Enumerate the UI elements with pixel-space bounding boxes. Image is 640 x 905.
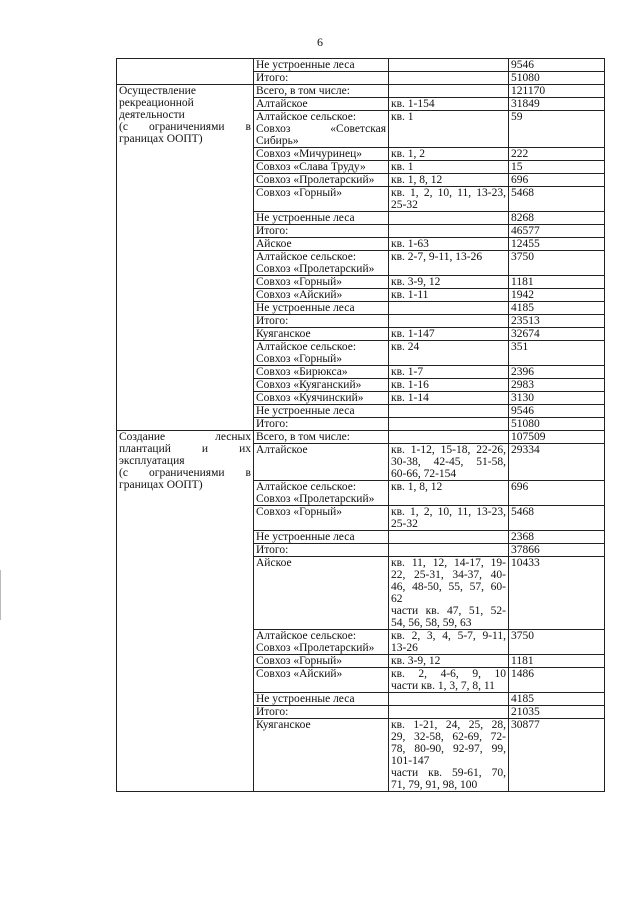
quarters-cell	[389, 72, 509, 85]
cell-line: Алтайское сельское:	[256, 630, 357, 642]
cell-line: Совхоз «Пролетарский»	[256, 493, 375, 505]
forestry-name-cell: Всего, в том числе:	[254, 431, 389, 444]
quarters-cell	[389, 557, 509, 630]
forestry-name-cell: Не устроенные леса	[254, 693, 389, 706]
forestry-name-cell: Совхоз «Горный»	[254, 276, 389, 289]
scan-edge-mark	[0, 570, 1, 620]
forestry-name-cell: Совхоз «Горный»	[254, 655, 389, 668]
cell-line: кв. 2, 3, 4, 5-7, 9-11,	[391, 630, 506, 642]
forestry-name-cell: Совхоз «Мичуринец»	[254, 148, 389, 161]
area-cell: 59	[509, 111, 605, 148]
quarters-cell: кв. 3-9, 12	[389, 655, 509, 668]
area-cell: 8268	[509, 212, 605, 225]
area-cell: 351	[509, 341, 605, 366]
forestry-name-cell: Совхоз «Бирюкса»	[254, 366, 389, 379]
cell-line: Алтайское сельское:	[256, 481, 357, 493]
page-number: 6	[317, 35, 323, 49]
forestry-name-cell: Совхоз «Слава Труду»	[254, 161, 389, 174]
purpose-line: (с ограничениями в	[119, 467, 251, 479]
purpose-cell	[117, 85, 254, 431]
area-cell: 222	[509, 148, 605, 161]
quarters-cell	[389, 668, 509, 693]
forestry-name-cell: Айское	[254, 238, 389, 251]
forestry-name-cell	[254, 481, 389, 506]
area-cell: 4185	[509, 302, 605, 315]
quarters-cell	[389, 405, 509, 418]
area-cell: 5468	[509, 506, 605, 531]
cell-line: 60-66, 72-154	[391, 468, 457, 480]
area-cell: 696	[509, 481, 605, 506]
cell-line: 25-32	[391, 199, 418, 211]
forestry-name-cell: Итого:	[254, 225, 389, 238]
purpose-line: эксплуатация	[119, 455, 185, 467]
cell-line: 22, 25-31, 34-37, 40-	[391, 569, 506, 581]
purpose-line: Осуществление	[119, 85, 196, 97]
table-body	[117, 59, 605, 792]
area-cell: 32674	[509, 328, 605, 341]
forestry-name-cell: Не устроенные леса	[254, 59, 389, 72]
area-cell: 15	[509, 161, 605, 174]
area-cell: 10433	[509, 557, 605, 630]
purpose-line: Создание лесных	[119, 431, 251, 443]
quarters-cell	[389, 212, 509, 225]
quarters-cell	[389, 187, 509, 212]
purpose-line: деятельности	[119, 109, 185, 121]
quarters-cell	[389, 444, 509, 481]
quarters-cell: кв. 1-11	[389, 289, 509, 302]
forestry-name-cell: Куяганское	[254, 328, 389, 341]
quarters-cell	[389, 418, 509, 431]
quarters-cell: кв. 1-14	[389, 392, 509, 405]
quarters-cell: кв. 2-7, 9-11, 13-26	[389, 251, 509, 276]
forestry-name-cell: Совхоз «Айский»	[254, 668, 389, 693]
cell-line: кв. 11, 12, 14-17, 19-	[391, 557, 506, 569]
quarters-cell: кв. 3-9, 12	[389, 276, 509, 289]
quarters-cell: кв. 24	[389, 341, 509, 366]
quarters-cell	[389, 59, 509, 72]
area-cell: 5468	[509, 187, 605, 212]
quarters-cell: кв. 1-16	[389, 379, 509, 392]
quarters-cell: кв. 1, 2	[389, 148, 509, 161]
quarters-cell: кв. 1, 8, 12	[389, 481, 509, 506]
quarters-cell: кв. 1, 8, 12	[389, 174, 509, 187]
forestry-name-cell: Совхоз «Горный»	[254, 187, 389, 212]
cell-line: Алтайское сельское:	[256, 251, 357, 263]
quarters-cell	[389, 719, 509, 792]
quarters-cell: кв. 1-63	[389, 238, 509, 251]
area-cell: 30877	[509, 719, 605, 792]
cell-line: кв. 1-21, 24, 25, 28,	[391, 719, 506, 731]
forestry-name-cell: Не устроенные леса	[254, 405, 389, 418]
area-cell: 29334	[509, 444, 605, 481]
cell-line: 101-147	[391, 755, 430, 767]
area-cell: 3750	[509, 251, 605, 276]
purpose-cell-continued	[117, 59, 254, 85]
forestry-name-cell: Всего, в том числе:	[254, 85, 389, 98]
forestry-name-cell: Не устроенные леса	[254, 302, 389, 315]
area-cell: 3130	[509, 392, 605, 405]
forestry-name-cell	[254, 111, 389, 148]
forestry-name-cell: Итого:	[254, 706, 389, 719]
quarters-cell: кв. 1-154	[389, 98, 509, 111]
quarters-cell: кв. 1-7	[389, 366, 509, 379]
purpose-line: границах ООПТ)	[119, 479, 203, 491]
area-cell: 1486	[509, 668, 605, 693]
forestry-name-cell: Совхоз «Горный»	[254, 506, 389, 531]
quarters-cell	[389, 544, 509, 557]
cell-line: кв. 1, 2, 10, 11, 13-23,	[391, 506, 506, 518]
cell-line: Алтайское сельское:	[256, 111, 357, 123]
cell-line: Алтайское сельское:	[256, 341, 357, 353]
area-cell: 3750	[509, 630, 605, 655]
area-cell: 2983	[509, 379, 605, 392]
quarters-cell: кв. 1-147	[389, 328, 509, 341]
area-cell: 21035	[509, 706, 605, 719]
forestry-name-cell: Совхоз «Пролетарский»	[254, 174, 389, 187]
purpose-line: рекреационной	[119, 97, 194, 109]
cell-line: 13-26	[391, 642, 418, 654]
quarters-cell	[389, 225, 509, 238]
cell-line: Совхоз «Горный»	[256, 353, 343, 365]
area-cell: 121170	[509, 85, 605, 98]
forestry-name-cell: Итого:	[254, 544, 389, 557]
cell-line: Совхоз «Пролетарский»	[256, 642, 375, 654]
forestry-name-cell: Совхоз «Куячинский»	[254, 392, 389, 405]
cell-line: кв. 2, 4-6, 9, 10	[391, 668, 506, 680]
area-cell: 1181	[509, 276, 605, 289]
area-cell: 46577	[509, 225, 605, 238]
area-cell: 1181	[509, 655, 605, 668]
forestry-name-cell	[254, 251, 389, 276]
forestry-name-cell: Алтайское	[254, 444, 389, 481]
forestry-name-cell	[254, 341, 389, 366]
forestry-name-cell: Айское	[254, 557, 389, 630]
cell-line: кв. 1-12, 15-18, 22-26,	[391, 444, 506, 456]
cell-line: Совхоз «Пролетарский»	[256, 263, 375, 275]
quarters-cell	[389, 506, 509, 531]
area-cell: 9546	[509, 405, 605, 418]
cell-line: 46, 48-50, 55, 57, 60-	[391, 581, 506, 593]
purpose-cell	[117, 431, 254, 792]
area-cell: 107509	[509, 431, 605, 444]
cell-line: 71, 79, 91, 98, 100	[391, 779, 478, 791]
table-row	[117, 431, 605, 444]
cell-line: 54, 56, 58, 59, 63	[391, 617, 472, 629]
area-cell: 51080	[509, 72, 605, 85]
cell-line: части кв. 59-61, 70,	[391, 767, 506, 779]
purpose-line: границах ООПТ)	[119, 133, 203, 145]
forestry-name-cell: Не устроенные леса	[254, 531, 389, 544]
area-cell: 696	[509, 174, 605, 187]
area-cell: 51080	[509, 418, 605, 431]
area-cell: 2396	[509, 366, 605, 379]
area-cell: 23513	[509, 315, 605, 328]
forest-allocation-table	[116, 58, 605, 792]
table-row	[117, 85, 605, 98]
quarters-cell	[389, 302, 509, 315]
cell-line: 78, 80-90, 92-97, 99,	[391, 743, 506, 755]
quarters-cell: кв. 1	[389, 161, 509, 174]
forestry-name-cell: Алтайское	[254, 98, 389, 111]
quarters-cell	[389, 630, 509, 655]
area-cell: 4185	[509, 693, 605, 706]
cell-line: кв. 1, 2, 10, 11, 13-23,	[391, 187, 506, 199]
cell-line: 62	[391, 593, 403, 605]
cell-line: Совхоз «Советская	[256, 123, 386, 135]
table-row	[117, 59, 605, 72]
quarters-cell	[389, 85, 509, 98]
quarters-cell	[389, 431, 509, 444]
area-cell: 2368	[509, 531, 605, 544]
cell-line: 29, 32-58, 62-69, 72-	[391, 731, 506, 743]
area-cell: 1942	[509, 289, 605, 302]
forestry-name-cell: Совхоз «Айский»	[254, 289, 389, 302]
cell-line: части кв. 47, 51, 52-	[391, 605, 506, 617]
quarters-cell: кв. 1	[389, 111, 509, 148]
cell-line: 25-32	[391, 518, 418, 530]
purpose-line: плантаций и их	[119, 443, 251, 455]
forestry-name-cell: Совхоз «Куяганский»	[254, 379, 389, 392]
quarters-cell	[389, 531, 509, 544]
forestry-name-cell: Итого:	[254, 315, 389, 328]
quarters-cell	[389, 693, 509, 706]
forestry-name-cell: Не устроенные леса	[254, 212, 389, 225]
forestry-name-cell: Итого:	[254, 72, 389, 85]
area-cell: 31849	[509, 98, 605, 111]
forestry-name-cell: Куяганское	[254, 719, 389, 792]
cell-line: 30-38, 42-45, 51-58,	[391, 456, 506, 468]
cell-line: Сибирь»	[256, 135, 299, 147]
quarters-cell	[389, 706, 509, 719]
area-cell: 9546	[509, 59, 605, 72]
forestry-name-cell	[254, 630, 389, 655]
area-cell: 37866	[509, 544, 605, 557]
forestry-name-cell: Итого:	[254, 418, 389, 431]
area-cell: 12455	[509, 238, 605, 251]
quarters-cell	[389, 315, 509, 328]
cell-line: части кв. 1, 3, 7, 8, 11	[391, 680, 495, 692]
purpose-line: (с ограничениями в	[119, 121, 251, 133]
